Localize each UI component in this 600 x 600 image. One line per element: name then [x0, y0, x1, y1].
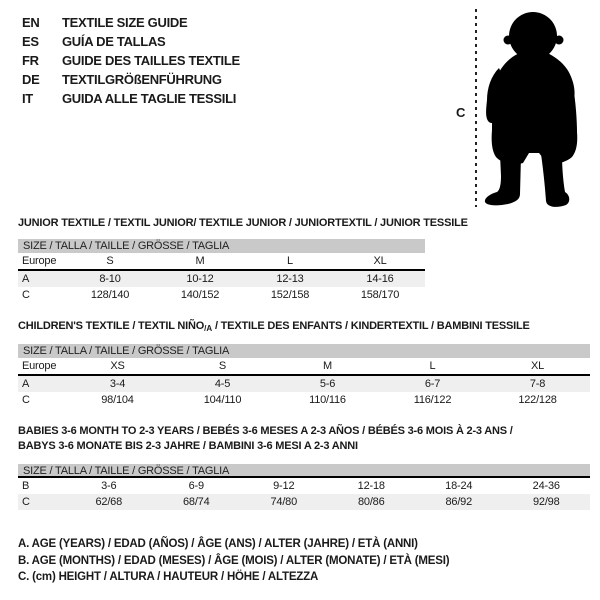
table-header-bar: SIZE / TALLA / TAILLE / GRÖSSE / TAGLIA	[18, 464, 590, 478]
title-part: CHILDREN'S TEXTILE / TEXTIL NIÑO	[18, 320, 205, 332]
language-label: GUÍA DE TALLAS	[62, 34, 166, 49]
footnote-b: B. AGE (MONTHS) / EDAD (MESES) / ÂGE (MOIS) / ALTER (MONATE) / ETÀ (MESI)	[18, 554, 450, 567]
size-cell: 86/92	[445, 496, 473, 508]
size-cell: 8-10	[99, 273, 121, 285]
language-row-es	[22, 32, 240, 51]
junior-size-table	[18, 239, 425, 303]
size-cell: 158/170	[360, 289, 400, 301]
size-cell: 3-6	[101, 480, 117, 492]
language-label: TEXTILGRÖßENFÜHRUNG	[62, 72, 222, 87]
size-cell: 5-6	[319, 378, 336, 390]
row-label: C	[22, 289, 30, 301]
section-title-children	[18, 320, 530, 333]
size-cell: 140/152	[180, 289, 220, 301]
size-cell: 110/116	[309, 394, 346, 406]
size-cell: 18-24	[445, 480, 473, 492]
footnote-c: C. (cm) HEIGHT / ALTURA / HAUTEUR / HÖHE / ALTEZZA	[18, 571, 319, 583]
table-row	[18, 376, 590, 392]
size-cell: S	[106, 255, 114, 267]
size-cell: S	[218, 360, 227, 372]
language-row-fr	[22, 51, 240, 70]
table-row	[18, 494, 590, 510]
row-label: Europe	[22, 255, 57, 267]
title-part: / TEXTILE DES ENFANTS / KINDERTEXTIL / BAMBINI TESSILE	[212, 320, 530, 332]
size-cell: 14-16	[366, 273, 394, 285]
language-code: ES	[22, 34, 39, 49]
size-cell: 7-8	[529, 378, 546, 390]
babies-size-table	[18, 464, 590, 510]
size-cell: 24-36	[532, 480, 560, 492]
size-cell: 3-4	[109, 378, 126, 390]
language-code: FR	[22, 53, 39, 68]
table-header-bar: SIZE / TALLA / TAILLE / GRÖSSE / TAGLIA	[18, 344, 590, 358]
language-code: EN	[22, 15, 40, 30]
size-cell: XS	[110, 360, 125, 372]
table-row	[18, 478, 590, 494]
height-dashed-line	[475, 9, 477, 207]
size-cell: M	[195, 255, 205, 267]
footnotes	[18, 536, 449, 586]
title-line-1: BABIES 3-6 MONTH TO 2-3 YEARS / BEBÉS 3-6 MESES A 2-3 AÑOS / BÉBÉS 3-6 MOIS À 2-3 ANS /	[18, 425, 513, 437]
size-cell: 116/122	[413, 394, 452, 406]
size-cell: 68/74	[182, 496, 210, 508]
size-cell: 6-7	[424, 378, 441, 390]
size-cell: 80/86	[357, 496, 385, 508]
size-cell: 98/104	[101, 394, 134, 406]
row-label: Europe	[22, 360, 57, 372]
size-cell: 4-5	[214, 378, 231, 390]
table-row	[18, 392, 590, 408]
language-row-en	[22, 13, 240, 32]
size-cell: 9-12	[273, 480, 295, 492]
title-subscript: /A	[204, 324, 213, 333]
language-code: IT	[22, 91, 33, 106]
table-header-bar: SIZE / TALLA / TAILLE / GRÖSSE / TAGLIA	[18, 239, 425, 253]
size-cell: 122/128	[518, 394, 557, 406]
size-cell: 74/80	[270, 496, 298, 508]
table-row	[18, 253, 425, 271]
size-cell: 12-13	[276, 273, 304, 285]
size-cell: XL	[373, 255, 387, 267]
size-cell: 152/158	[270, 289, 310, 301]
footnote-a: A. AGE (YEARS) / EDAD (AÑOS) / ÂGE (ANS) / ALTER (JAHRE) / ETÀ (ANNI)	[18, 538, 418, 550]
toddler-silhouette-icon	[483, 6, 595, 212]
size-cell: XL	[530, 360, 545, 372]
language-row-de	[22, 70, 240, 89]
row-label: C	[22, 394, 30, 406]
size-cell: 92/98	[532, 496, 560, 508]
row-label: A	[22, 273, 30, 285]
language-code: DE	[22, 72, 40, 87]
size-cell: M	[323, 360, 332, 372]
size-cell: 10-12	[186, 273, 214, 285]
language-label: GUIDE DES TAILLES TEXTILE	[62, 53, 240, 68]
size-cell: 104/110	[203, 394, 242, 406]
size-cell: 62/68	[95, 496, 123, 508]
title-line-2: BABYS 3-6 MONATE BIS 2-3 JAHRE / BAMBINI 3-6 MESI A 2-3 ANNI	[18, 440, 358, 452]
section-title-junior: JUNIOR TEXTILE / TEXTIL JUNIOR/ TEXTILE JUNIOR / JUNIORTEXTIL / JUNIOR TESSILE	[18, 217, 468, 229]
table-row	[18, 287, 425, 303]
row-label: A	[22, 378, 30, 390]
size-cell: L	[287, 255, 293, 267]
language-row-it	[22, 89, 240, 108]
language-list	[22, 13, 240, 108]
size-cell: 12-18	[357, 480, 385, 492]
language-label: TEXTILE SIZE GUIDE	[62, 15, 188, 30]
language-label: GUIDA ALLE TAGLIE TESSILI	[62, 91, 237, 106]
children-size-table	[18, 344, 590, 408]
row-label: C	[22, 496, 30, 508]
size-cell: 6-9	[188, 480, 204, 492]
size-cell: L	[429, 360, 436, 372]
table-row	[18, 358, 590, 376]
size-cell: 128/140	[90, 289, 130, 301]
section-title-babies	[18, 424, 513, 454]
row-label: B	[22, 480, 30, 492]
table-row	[18, 271, 425, 287]
height-measure-label: C	[456, 105, 466, 120]
